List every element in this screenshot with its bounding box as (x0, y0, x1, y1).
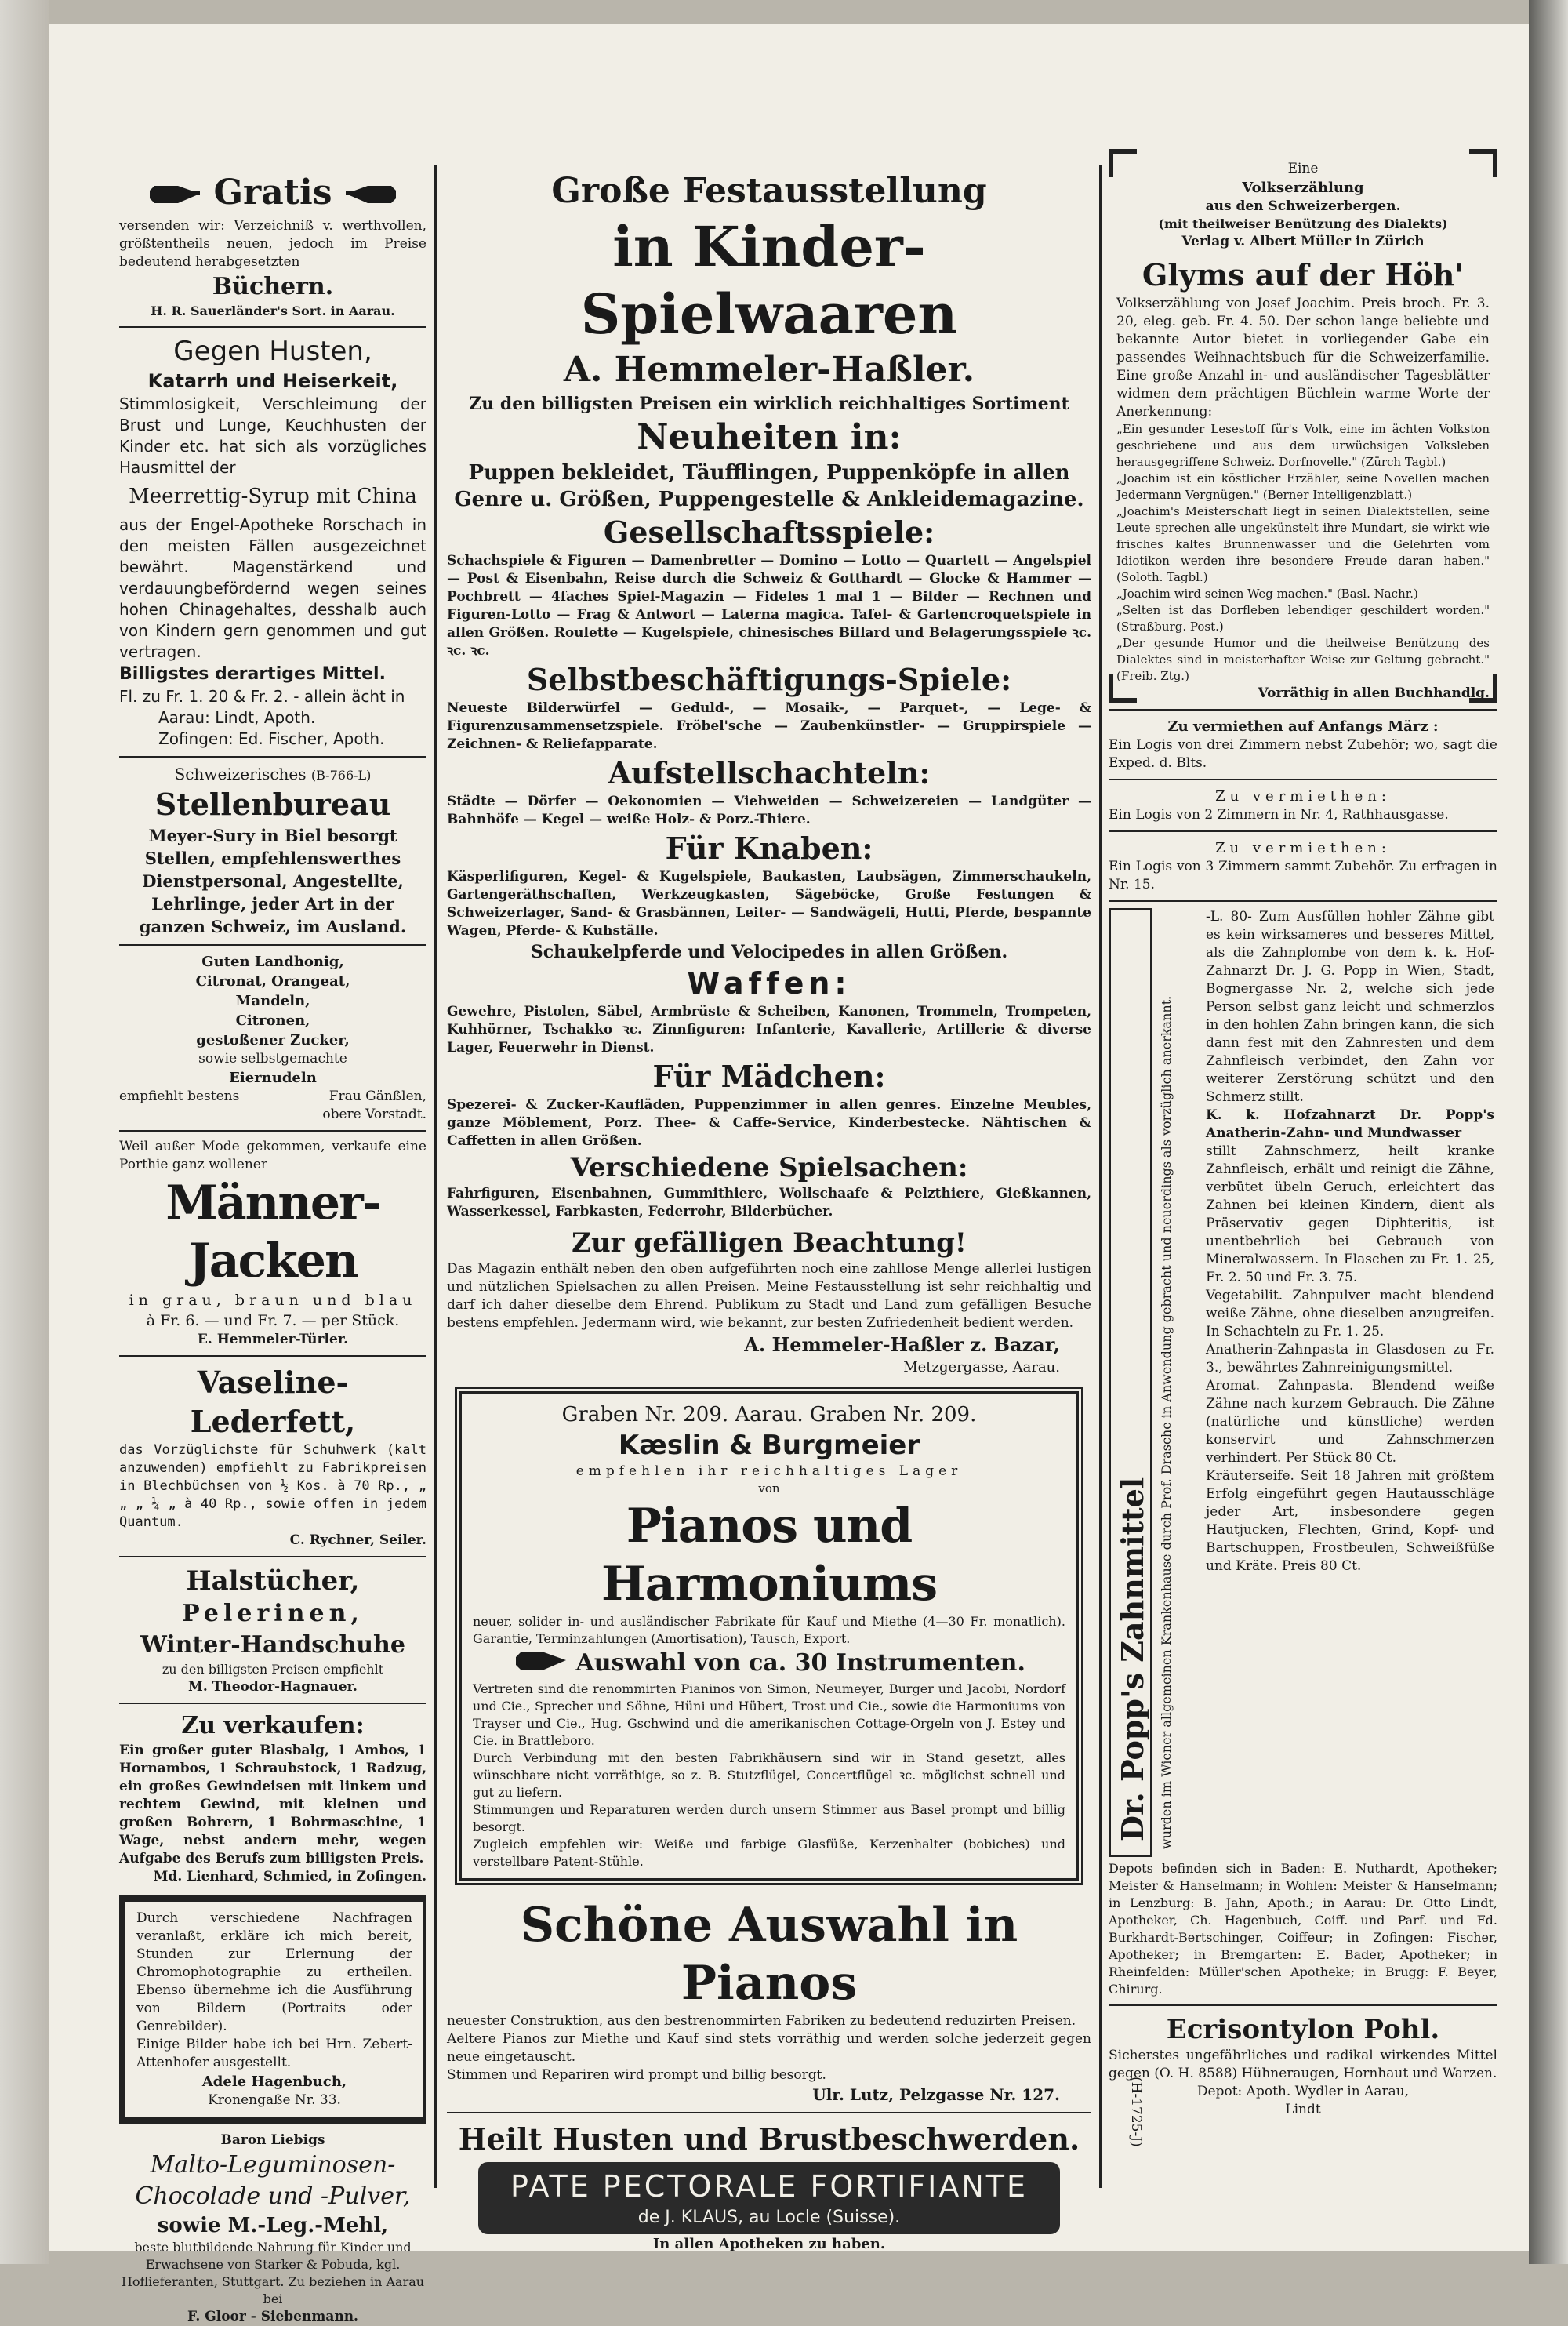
stellen-pre: Schweizerisches (174, 764, 307, 783)
popp-text2: stillt Zahnschmerz, heilt kranke Zahnfleisch, erhält und reinigt die Zähne, verbütet übeln Geruch, erleichtert das Zahnen bei kleinen Kindern, dient als Präservativ gegen Diphteritis, ist unentbehrlich bei Gebrauch von Mineralwassern. In Flaschen zu Fr. 1. 25, Fr. 2. 50 und Fr. 3. 75. (1206, 1143, 1494, 1285)
honig-name: Frau Gänßlen, (328, 1088, 426, 1104)
divider (119, 1355, 426, 1357)
popp-dep: Depots befinden sich in Baden: E. Nuthardt, Apotheker; Meister & Hanselmann; in Wohlen: Meister & Hanselmann; in Lenzburg: B. Jahn, Apoth.; in Aarau: Dr. Otto Lindt, Apotheker, Ch. Hagenbuch, Coiff. und Parf. und Fd. Burkhardt-Bertschinger, Coiffeur; in Zofingen: Fischer, Apotheker; in Bremgarten: E. Bader, Apotheker; in Rheinfelden: Müller'schen Apotheke; in Brugg: F. Beyer, Chirurg. (1109, 1861, 1497, 1997)
fest-l2: in Kinder-Spielwaaren (580, 214, 958, 347)
honig-item: gestoßener Zucker, (196, 1031, 350, 1049)
volks-l1: Eine (1287, 161, 1319, 176)
pointing-hand-icon (344, 173, 399, 217)
husten-text: Stimmlosigkeit, Verschleimung der Brust und Lunge, Keuchhusten der Kinder etc. hat sich als vorzügliches Hausmittel der (119, 394, 426, 477)
glyms-q5: „Selten ist das Dorfleben lebendiger geschildert worden." (Straßburg. Post.) (1116, 603, 1490, 634)
schoene-ad (447, 1896, 1091, 2106)
bracket-corner (1109, 674, 1137, 703)
kaeslin-emp: empfehlen ihr reichhaltiges Lager (575, 1463, 963, 1479)
divider (1109, 709, 1497, 711)
popp-head: K. k. Hofzahnarzt Dr. Popp's Anatherin-Zahn- und Mundwasser (1206, 1107, 1494, 1141)
right-column (1109, 149, 1497, 2204)
verm3-title: Zu vermiethen: (1215, 840, 1391, 856)
popp-vertical2: wurden im Wiener allgemeinen Krankenhause durch Prof. Drasche in Anwendung gebracht und neuerdings als vorzüglich anerkannt. (1159, 995, 1174, 1849)
verkaufen-ad (119, 1710, 426, 1886)
fest-addr: Metzgergasse, Aarau. (903, 1359, 1060, 1376)
stellen-title: Stellenbureau (154, 786, 391, 822)
glyms-ad (1109, 256, 1497, 703)
fest-md-title: Für Mädchen: (652, 1059, 886, 1094)
jacken-title: Männer-Jacken (165, 1175, 380, 1288)
fest-waf-title: Waffen: (687, 966, 851, 1001)
honig-item: Citronen, (235, 1012, 310, 1029)
schoene-text: neuester Construktion, aus den bestrenommirten Fabriken zu bedeutend reduzirten Preisen. (447, 2012, 1076, 2029)
fest-puppen: Puppen bekleidet, Täufflingen, Puppenköpfe in allen Genre u. Größen, Puppengestelle & Ankleidemagazine. (454, 461, 1084, 511)
fest-auf: Städte — Dörfer — Oekonomien — Viehweiden — Schweizereien — Landgüter — Bahnhöfe — Kegel — weiße Holz- & Porz.-Thiere. (447, 794, 1091, 827)
ecri-title: Ecrisontylon Pohl. (1166, 2014, 1440, 2045)
divider (119, 944, 426, 946)
middle-column (447, 165, 1091, 2252)
divider (119, 1556, 426, 1557)
gratis-ad (119, 171, 426, 320)
popp-ad (1109, 908, 1497, 1857)
stellen-code: (B-766-L) (310, 767, 372, 783)
bilder-ad (119, 1895, 426, 2124)
divider (1109, 830, 1497, 832)
honig-ad (119, 952, 426, 1124)
verm1-text: Ein Logis von drei Zimmern nebst Zubehör; wo, sagt die Exped. d. Blts. (1109, 737, 1497, 771)
fest-l3: A. Hemmeler-Haßler. (563, 350, 975, 390)
kaeslin-firm: Kæslin & Burgmeier (618, 1430, 920, 1461)
kaeslin-title: Pianos und Harmoniums (601, 1499, 937, 1612)
stellen-ad (119, 764, 426, 938)
fest-waf: Gewehre, Pistolen, Säbel, Armbrüste & Scheiben, Kanonen, Trommeln, Trompeten, Kuhhörner, Tschakko ꝛc. Zinnfiguren: Infanterie, Kavallerie, Artillerie & diverse Lager, Feuerwehr in Dienst. (447, 1004, 1091, 1056)
fest-vs: Fahrfiguren, Eisenbahnen, Gummithiere, Wollschaafe & Pelzthiere, Gießkannen, Wasserkessel, Farbkasten, Federrohr, Bilderbücher. (447, 1186, 1091, 1219)
volks-l3: aus den Schweizerbergen. (1205, 198, 1401, 214)
jacken-price: à Fr. 6. — und Fr. 7. — per Stück. (146, 1311, 400, 1329)
fest-vs-title: Verschiedene Spielsachen: (570, 1152, 968, 1183)
liebig-title: Malto-Leguminosen-Chocolade und -Pulver, (135, 2150, 411, 2210)
fest-beacht: Zur gefälligen Beachtung! (572, 1227, 967, 1259)
honig-item: Mandeln, (235, 992, 310, 1009)
verm2-title: Zu vermiethen: (1215, 788, 1391, 805)
vaseline-sign: C. Rychner, Seiler. (289, 1532, 426, 1548)
husten-aarau: Aarau: Lindt, Apoth. (158, 707, 316, 727)
verm1-title: Zu vermiethen auf Anfangs März : (1167, 718, 1439, 735)
kaeslin-von: von (758, 1481, 780, 1496)
fest-l1: Große Festausstellung (551, 171, 987, 211)
husten-price: Fl. zu Fr. 1. 20 & Fr. 2. - allein ächt in (119, 686, 405, 706)
verm3-ad (1109, 838, 1497, 894)
kaeslin-text5: Zugleich empfehlen wir: Weiße und farbige Glasfüße, Kerzenhalter (bobiches) und verstellbare Patent-Stühle. (473, 1836, 1065, 1869)
divider (1109, 2004, 1497, 2006)
column-rule-left (434, 165, 437, 2188)
hals-l3: Winter-Handschuhe (140, 1630, 405, 1659)
divider (119, 1130, 426, 1132)
bracket-corner (1469, 674, 1497, 703)
kaeslin-text3: Durch Verbindung mit den besten Fabrikhäusern sind wir in Stand gesetzt, alles wünschbare nicht vorräthige, so z. B. Stutzflügel, Concertflügel ꝛc. möglichst schnell und gut zu liefern. (473, 1750, 1065, 1800)
glyms-foot: Vorräthig in allen Buchhandlg. (1258, 685, 1490, 701)
kaeslin-auswahl: Auswahl von ca. 30 Instrumenten. (575, 1649, 1025, 1677)
column-rule-right (1099, 165, 1102, 2188)
fest-kn: Käsperlifiguren, Kegel- & Kugelspiele, Baukasten, Laubsägen, Zimmerschaukeln, Gartengeräthschaften, Werkzeugkasten, Sägeböcke, Große Festungen & Schweizerlager, Sand- & Grasbännen, Leiter- — Sandwägeli, Hutti, Pferde, bespannte Wagen, Pferde- & Kuhställe. (447, 869, 1091, 939)
vaseline-text: das Vorzüglichste für Schuhwerk (kalt anzuwenden) empfiehlt zu Fabrikpreisen in Blechbüchsen von ½ Kos. à 70 Rp., „ „ „ ¼ „ à 40 Rp., sowie offen in jedem Quantum. (119, 1441, 426, 1530)
schoene-text2: Aeltere Pianos zur Miethe und Kauf sind stets vorräthig und werden solche jederzeit gegen neue eingetauscht. (447, 2030, 1091, 2065)
schoene-title: Schöne Auswahl in Pianos (520, 1897, 1018, 2011)
pect-ad (447, 2120, 1091, 2254)
liebig-text: beste blutbildende Nahrung für Kinder und Erwachsene von Starker & Pobuda, kgl. Hoflieferanten, Stuttgart. Zu beziehen in Aarau bei (121, 2239, 425, 2306)
pect-foot: In allen Apotheken zu haben. (652, 2235, 886, 2252)
glyms-q3: „Joachim's Meisterschaft liegt in seinen Dialektstellen, seine Leute sprechen alle ungekünstelt ihre Mundart, sie wirkt wie frisches kaltes Brunnenwasser und die Gelehrten vom Idiotikon werden ihre besondere Freude daran haben." (Soloth. Tagbl.) (1116, 504, 1490, 584)
volks-ad (1109, 149, 1497, 256)
bilder-addr: Kronengaße Nr. 33. (208, 2092, 341, 2108)
ecri-dep2: Lindt (1285, 2102, 1321, 2117)
husten-sub: Katarrh und Heiserkeit, (147, 369, 398, 392)
honig-place: obere Vorstadt. (322, 1106, 426, 1122)
fest-schaukel: Schaukelpferde und Velocipedes in allen Größen. (530, 942, 1008, 962)
popp-body (1206, 908, 1494, 1576)
honig-item: Guten Landhonig, (201, 953, 344, 970)
kaeslin-ad (455, 1387, 1083, 1885)
jacken-intro: Weil außer Mode gekommen, verkaufe eine Porthie ganz wollener (119, 1138, 426, 1172)
popp-text: -L. 80- Zum Ausfüllen hohler Zähne gibt es kein wirksameres und besseres Mittel, als die Zahnplombe von dem k. k. Hof-Zahnarzt Dr. J. G. Popp in Wien, Stadt, Bognergasse Nr. 2, welche sich jede Person selbst ganz leicht und schmerzlos in den hohlen Zahn bringen kann, die sich dann fest mit den Zahnresten und dem Zahnfleisch verbindet, den Zahn vor weiterer Zerstörung schützt und den Schmerz stillt. (1206, 909, 1494, 1105)
gratis-title: Gratis (213, 173, 332, 213)
divider (119, 1703, 426, 1704)
newspaper-page (49, 24, 1529, 2324)
fest-kn-title: Für Knaben: (665, 830, 873, 866)
kaeslin-head: Graben Nr. 209. Aarau. Graben Nr. 209. (561, 1403, 977, 1426)
jacken-ad (119, 1138, 426, 1349)
pect-title: Heilt Husten und Brustbeschwerden. (458, 2121, 1080, 2157)
volks-l5: Verlag v. Albert Müller in Zürich (1181, 234, 1425, 249)
bracket-corner (1469, 149, 1497, 177)
kaeslin-text: neuer, solider in- und ausländischer Fabrikate für Kauf und Miethe (4—30 Fr. monatlich). Garantie, Terminzahlungen (Amortisation), Tausch, Export. (473, 1614, 1065, 1646)
popp-vertical: Dr. Popp's Zahnmittel (1115, 1477, 1150, 1841)
vaseline-ad (119, 1363, 426, 1550)
divider (1109, 900, 1497, 902)
gratis-big: Büchern. (212, 272, 334, 300)
volks-l4: (mit theilweiser Benützung des Dialekts) (1158, 216, 1448, 231)
husten-product: Meerrettig-Syrup mit China (129, 484, 417, 508)
ecri-dep: Depot: Apoth. Wydler in Aarau, (1196, 2084, 1410, 2099)
divider (1109, 779, 1497, 780)
honig-item: Citronat, Orangeat, (195, 972, 350, 990)
hals-l1: Halstücher, (186, 1565, 360, 1597)
vaseline-title: Vaseline-Lederfett, (190, 1364, 356, 1439)
page-edge (1529, 0, 1568, 2264)
liebig-sign: F. Gloor - Siebenmann. (187, 2308, 358, 2324)
verm3-text: Ein Logis von 3 Zimmern sammt Zubehör. Zu erfragen in Nr. 15. (1109, 859, 1497, 892)
bilder-name: Adele Hagenbuch, (201, 2073, 347, 2090)
pect-label (478, 2162, 1060, 2234)
verkaufen-title: Zu verkaufen: (181, 1711, 365, 1739)
pect-maker: de J. KLAUS, au Locle (Suisse). (637, 2207, 901, 2227)
divider (447, 2112, 1091, 2113)
fest-auf-title: Aufstellschachteln: (608, 755, 931, 790)
honig-rec: empfiehlt bestens (119, 1088, 240, 1104)
verkaufen-text: Ein großer guter Blasbalg, 1 Ambos, 1 Hornambos, 1 Schraubstock, 1 Radzug, ein großes Gewindeisen mit linkem und rechtem Gewind, mit kleinen und großen Bohrern, 1 Bohrmaschine, 1 Wage, nebst andern mehr, wegen Aufgabe des Berufs zum billigsten Preis. (119, 1742, 426, 1866)
fest-ges: Schachspiele & Figuren — Damenbretter — Domino — Lotto — Quartett — Angelspiel — Post & Eisenbahn, Reise durch die Schweiz & Gotthardt — Glocke & Hammer — Pochbrett — 4faches Spiel-Magazin — Fideles 1 mal 1 — Bilder — Rechnen und Figuren-Lotto — Frag & Antwort — Laterna magica. Tafel- & Gartencroquetspiele in allen Größen. Roulette — Kugelspiele, chinesisches Billard und Belagerungsspiele ꝛc. ꝛc. ꝛc. (447, 553, 1091, 659)
fest-btext: Das Magazin enthält neben den oben aufgeführten noch eine zahllose Menge allerlei lustigen und nützlichen Spielsachen zu allen Preisen. Meine Festausstellung ist sehr reichhaltig und darf ich daher dieselbe dem Ehrend. Publikum zu Stadt und Land zum gefälligen Besuche bestens empfehlen. Jedermann wird, wie bekannt, zur besten Zufriedenheit bedient werden. (447, 1261, 1091, 1331)
hals-l2: Pelerinen, (182, 1599, 364, 1627)
verm1-ad (1109, 717, 1497, 772)
hals-ad (119, 1564, 426, 1696)
popp-text3: Vegetabilit. Zahnpulver macht blendend weiße Zähne, ohne dieselben anzugreifen. In Schachteln zu Fr. 1. 25. (1206, 1288, 1494, 1339)
fest-ges-title: Gesellschaftsspiele: (603, 514, 935, 550)
ecri-ad (1109, 2012, 1497, 2119)
ecri-text: Sicherstes ungefährliches und radikal wirkendes Mittel gegen (O. H. 8588) Hühneraugen, Hornhaut und Warzen. (1109, 2048, 1497, 2081)
liebig-pre: Baron Liebigs (220, 2132, 325, 2148)
husten-ad (119, 334, 426, 750)
gratis-sign: H. R. Sauerländer's Sort. in Aarau. (151, 303, 395, 318)
fest-sign: A. Hemmeler-Haßler z. Bazar, (744, 1333, 1060, 1356)
pointing-hand-icon (513, 1648, 568, 1681)
divider (119, 326, 426, 328)
fest-selbst-title: Selbstbeschäftigungs-Spiele: (526, 662, 1012, 697)
husten-title: Gegen Husten, (173, 335, 372, 367)
pect-code: (H-1725-J) (1128, 2077, 1144, 2147)
pect-brand: PATE PECTORALE FORTIFIANTE (510, 2168, 1029, 2204)
glyms-text: Volkserzählung von Josef Joachim. Preis broch. Fr. 3. 20, eleg. geb. Fr. 4. 50. Der schon lange beliebte und bekannte Autor bietet in vorliegender Gabe ein passendes Weihnachtsbuch für die Schweizerfamilie. Eine große Anzahl in- und ausländischer Tagesblätter widmen dem prächtigen Büchlein warme Worte der Anerkennung: (1116, 296, 1490, 420)
glyms-title: Glyms auf der Höh' (1142, 257, 1465, 293)
pointing-hand-icon (147, 173, 201, 217)
husten-text2: aus der Engel-Apotheke Rorschach in den meisten Fällen ausgezeichnet bewährt. Magenstärkend und verdauungbefördernd wegen seines hohen Chinagehaltes, desshalb auch von Kindern gern genommen und gut vertragen. (119, 514, 426, 661)
honig-line: sowie selbstgemachte (198, 1050, 347, 1067)
honig-nudeln: Eiernudeln (229, 1069, 317, 1086)
glyms-q2: „Joachim ist ein köstlicher Erzähler, seine Novellen machen Jedermann Vergnügen." (Berner Intelligenzblatt.) (1116, 471, 1490, 502)
bracket-corner (1109, 149, 1137, 177)
fest-neu: Neuheiten in: (637, 417, 902, 457)
gratis-text: versenden wir: Verzeichniß v. werthvollen, größtentheils neuen, jedoch im Preise bedeutend herabgesetzten (119, 217, 426, 270)
kaeslin-text2: Vertreten sind die renommirten Pianinos von Simon, Neumeyer, Burger und Jacobi, Nordorf und Cie., Sprecher und Söhne, Hüni und Hübert, Trost und Cie., sowie die Harmoniums von Trayser und Cie., Hug, Gschwind und die amerikanischen Cottage-Orgeln von J. Estey und Cie. in Brattleboro. (473, 1681, 1065, 1748)
volks-l2: Volkserzählung (1242, 180, 1364, 196)
glyms-q1: „Ein gesunder Lesestoff für's Volk, eine im ächten Volkston geschriebene und aus dem urwüchsigen Volksleben herausgegriffene Schweiz. Dorfnovelle." (Zürch Tagbl.) (1116, 422, 1490, 469)
stellen-text: Meyer-Sury in Biel besorgt Stellen, empfehlenswerthes Dienstpersonal, Angestellte, Lehrlinge, jeder Art in der ganzen Schweiz, im Ausland. (139, 825, 407, 936)
bilder-text2: Einige Bilder habe ich bei Hrn. Zebert-Attenhofer ausgestellt. (136, 2036, 412, 2070)
hals-text: zu den billigsten Preisen empfiehlt (162, 1661, 384, 1677)
husten-zofingen: Zofingen: Ed. Fischer, Apoth. (158, 729, 385, 748)
hals-sign: M. Theodor-Hagnauer. (188, 1678, 358, 1695)
jacken-colors: in grau, braun und blau (129, 1291, 417, 1309)
husten-cheap: Billigstes derartiges Mittel. (119, 663, 386, 684)
popp-text4: Anatherin-Zahnpasta in Glasdosen zu Fr. 3., bewährtes Zahnreinigungsmittel. (1206, 1342, 1494, 1376)
verm2-ad (1109, 787, 1497, 824)
verkaufen-sign: Md. Lienhard, Schmied, in Zofingen. (153, 1868, 426, 1884)
kaeslin-text4: Stimmungen und Reparaturen werden durch unsern Stimmer aus Basel prompt und billig besorgt. (473, 1801, 1065, 1834)
glyms-q6: „Der gesunde Humor und die theilweise Benützung des Dialektes sind in meisterhafter Weise zur Geltung gebracht." (Freib. Ztg.) (1116, 636, 1490, 683)
festausstellung-ad (447, 169, 1091, 1377)
verm2-text: Ein Logis von 2 Zimmern in Nr. 4, Rathhausgasse. (1109, 807, 1449, 823)
left-column (119, 165, 426, 2324)
fest-md: Spezerei- & Zucker-Kaufläden, Puppenzimmer in allen genres. Einzelne Meubles, ganze Möblement, Porz. Thee- & Caffe-Service, Kinderbestecke. Nähtischen & Caffetten in allen Größen. (447, 1097, 1091, 1149)
fest-selbst: Neueste Bilderwürfel — Geduld-, — Mosaik-, — Parquet-, — Lege- & Figurenzusammensetzspiele. Fröbel'sche — Zaubenkünstler- — Gruppirspiele — Zeichnen- & Reliefapparate. (447, 700, 1091, 752)
popp-text6: Kräuterseife. Seit 18 Jahren mit größtem Erfolg eingeführt gegen Hautausschläge jeder Art, insbesondere gegen Hautjucken, Flechten, Grind, Kopf- und Bartschuppen, Frostbeulen, Schweißfüße und Kräte. Preis 80 Ct. (1206, 1468, 1494, 1574)
divider (119, 756, 426, 758)
page-spine (0, 0, 49, 2264)
schoene-text3: Stimmen und Repariren wird prompt und billig besorgt. (447, 2066, 826, 2083)
jacken-sign: E. Hemmeler-Türler. (197, 1331, 349, 1347)
liebig-sub: sowie M.-Leg.-Mehl, (157, 2213, 389, 2237)
glyms-q4: „Joachim wird seinen Weg machen." (Basl. Nachr.) (1116, 587, 1418, 601)
fest-l4: Zu den billigsten Preisen ein wirklich reichhaltiges Sortiment (469, 394, 1069, 414)
bilder-text: Durch verschiedene Nachfragen veranlaßt, erkläre ich mich bereit, Stunden zur Erlernung der Chromophotographie zu ertheilen. Ebenso übernehme ich die Ausführung von Bildern (Portraits oder Genrebilder). (136, 1910, 412, 2034)
schoene-sign: Ulr. Lutz, Pelzgasse Nr. 127. (812, 2084, 1060, 2104)
popp-text5: Aromat. Zahnpasta. Blendend weiße Zähne nach kurzem Gebrauch. Die Zähne (natürliche und künstliche) werden konservirt und Zahnschmerzen verhindert. Per Stück 80 Ct. (1206, 1378, 1494, 1466)
liebig-ad (119, 2132, 426, 2326)
